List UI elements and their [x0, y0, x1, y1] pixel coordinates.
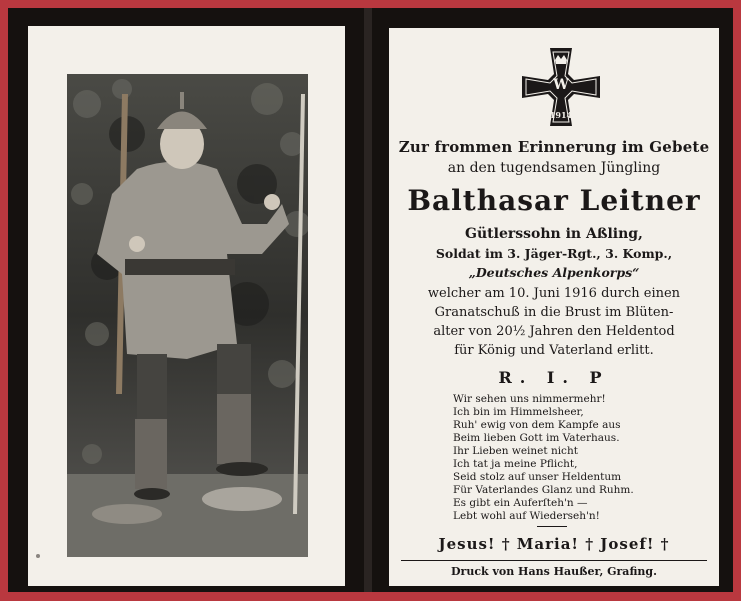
deceased-name: Balthasar Leitner: [407, 184, 701, 217]
card-fold: [364, 8, 372, 592]
rip-text: R. I. P: [498, 368, 610, 387]
intro-line: an den tugendsamen Jüngling: [447, 160, 661, 176]
cross-letter: W: [553, 77, 569, 93]
right-card-half: [372, 8, 733, 592]
poem-line: Ruh' ewig von dem Kampfe aus: [453, 419, 621, 431]
memorial-heading: Zur frommen Erinnerung im Gebete: [398, 138, 710, 156]
closing-invocation: Jesus! † Maria! † Josef! †: [438, 535, 670, 553]
divider-short: [537, 526, 567, 527]
left-paper-panel: [28, 26, 345, 586]
paper-speck: [36, 554, 40, 558]
cross-year: 1914: [549, 110, 573, 120]
unit-line: Soldat im 3. Jäger-Rgt., 3. Komp.,: [435, 246, 673, 261]
poem-line: Wir sehen uns nimmermehr!: [453, 393, 606, 405]
divider-long: [401, 560, 707, 561]
poem-line: Für Vaterlandes Glanz und Ruhm.: [453, 484, 634, 496]
left-card-half: [8, 8, 364, 592]
origin-line: Gütlerssohn in Aßling,: [465, 226, 643, 242]
soldier-photo: [67, 74, 308, 557]
death-line: für König und Vaterland erlitt.: [454, 343, 654, 358]
printer-credit: Druck von Hans Haußer, Grafing.: [451, 565, 657, 578]
poem-line: Ich tat ja meine Pflicht,: [453, 458, 578, 470]
iron-cross-icon: [522, 48, 600, 126]
poem-line: Beim lieben Gott im Vaterhaus.: [453, 432, 620, 444]
death-line: Granatschuß in die Brust im Blüten-: [434, 305, 674, 320]
corps-line: „Deutsches Alpenkorps“: [468, 265, 640, 280]
poem-line: Es gibt ein Auferſteh'n —: [453, 497, 588, 509]
poem-line: Seid stolz auf unser Heldentum: [453, 471, 622, 483]
poem-line: Ihr Lieben weinet nicht: [453, 445, 578, 457]
poem-line: Ich bin im Himmelsheer,: [453, 406, 584, 418]
death-line: alter von 20½ Jahren den Heldentod: [433, 324, 675, 339]
poem-line: Lebt wohl auf Wiederseh'n!: [453, 510, 600, 522]
death-line: welcher am 10. Juni 1916 durch einen: [427, 286, 681, 301]
right-paper-panel: [389, 28, 719, 586]
